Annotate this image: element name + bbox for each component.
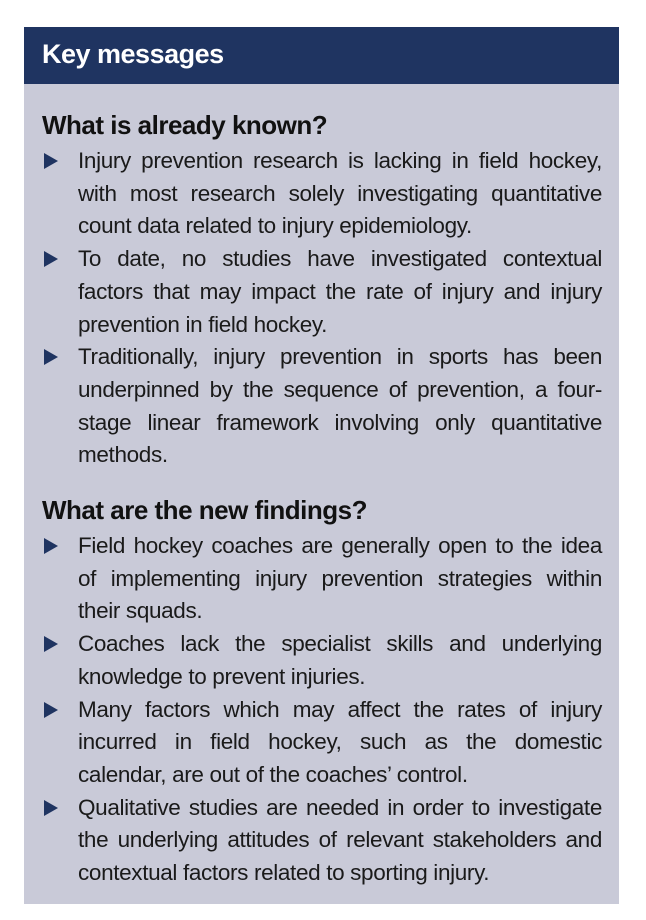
header-title: Key messages	[42, 39, 224, 69]
triangle-right-icon	[44, 538, 58, 554]
list-item	[42, 628, 602, 693]
list-item-text: Many factors which may affect the rates of injury incurred in field hockey, such as the domestic calendar, are out of the coaches’ control.	[78, 696, 602, 787]
section-title: What are the new findings?	[42, 495, 368, 526]
list-item-text: Field hockey coaches are generally open to the idea of implementing injury prevention strategies within their squads.	[78, 533, 602, 624]
triangle-right-icon	[44, 636, 58, 652]
bullet-list	[42, 530, 602, 890]
section-title: What is already known?	[42, 110, 328, 140]
list-item	[42, 530, 602, 628]
triangle-right-icon	[44, 702, 58, 718]
list-item	[42, 243, 602, 341]
triangle-right-icon	[44, 349, 58, 365]
section-spacer	[42, 472, 602, 494]
list-item	[42, 694, 602, 792]
key-messages-header	[24, 27, 619, 84]
key-messages-box	[24, 27, 619, 904]
section-already-known	[42, 109, 602, 472]
bullet-list	[42, 145, 602, 472]
list-item-text: To date, no studies have investigated contextual factors that may impact the rate of injury and injury prevention in field hockey.	[78, 246, 602, 337]
list-item-text: Injury prevention research is lacking in field hockey, with most research solely investigating quantitative count data related to injury epidemiology.	[78, 148, 602, 239]
triangle-right-icon	[44, 251, 58, 267]
list-item-text: Coaches lack the specialist skills and underlying knowledge to prevent injuries.	[78, 631, 602, 689]
list-item	[42, 792, 602, 890]
section-new-findings	[42, 494, 602, 890]
list-item-text: Traditionally, injury prevention in sports has been underpinned by the sequence of prevention, a four-stage linear framework involving only quantitative methods.	[78, 344, 602, 468]
list-item	[42, 145, 602, 243]
list-item-text: Qualitative studies are needed in order to investigate the underlying attitudes of relevant stakeholders and contextual factors related to sporting injury.	[78, 794, 602, 886]
triangle-right-icon	[44, 153, 58, 169]
key-messages-content	[42, 109, 602, 890]
list-item	[42, 341, 602, 472]
triangle-right-icon	[44, 800, 58, 816]
